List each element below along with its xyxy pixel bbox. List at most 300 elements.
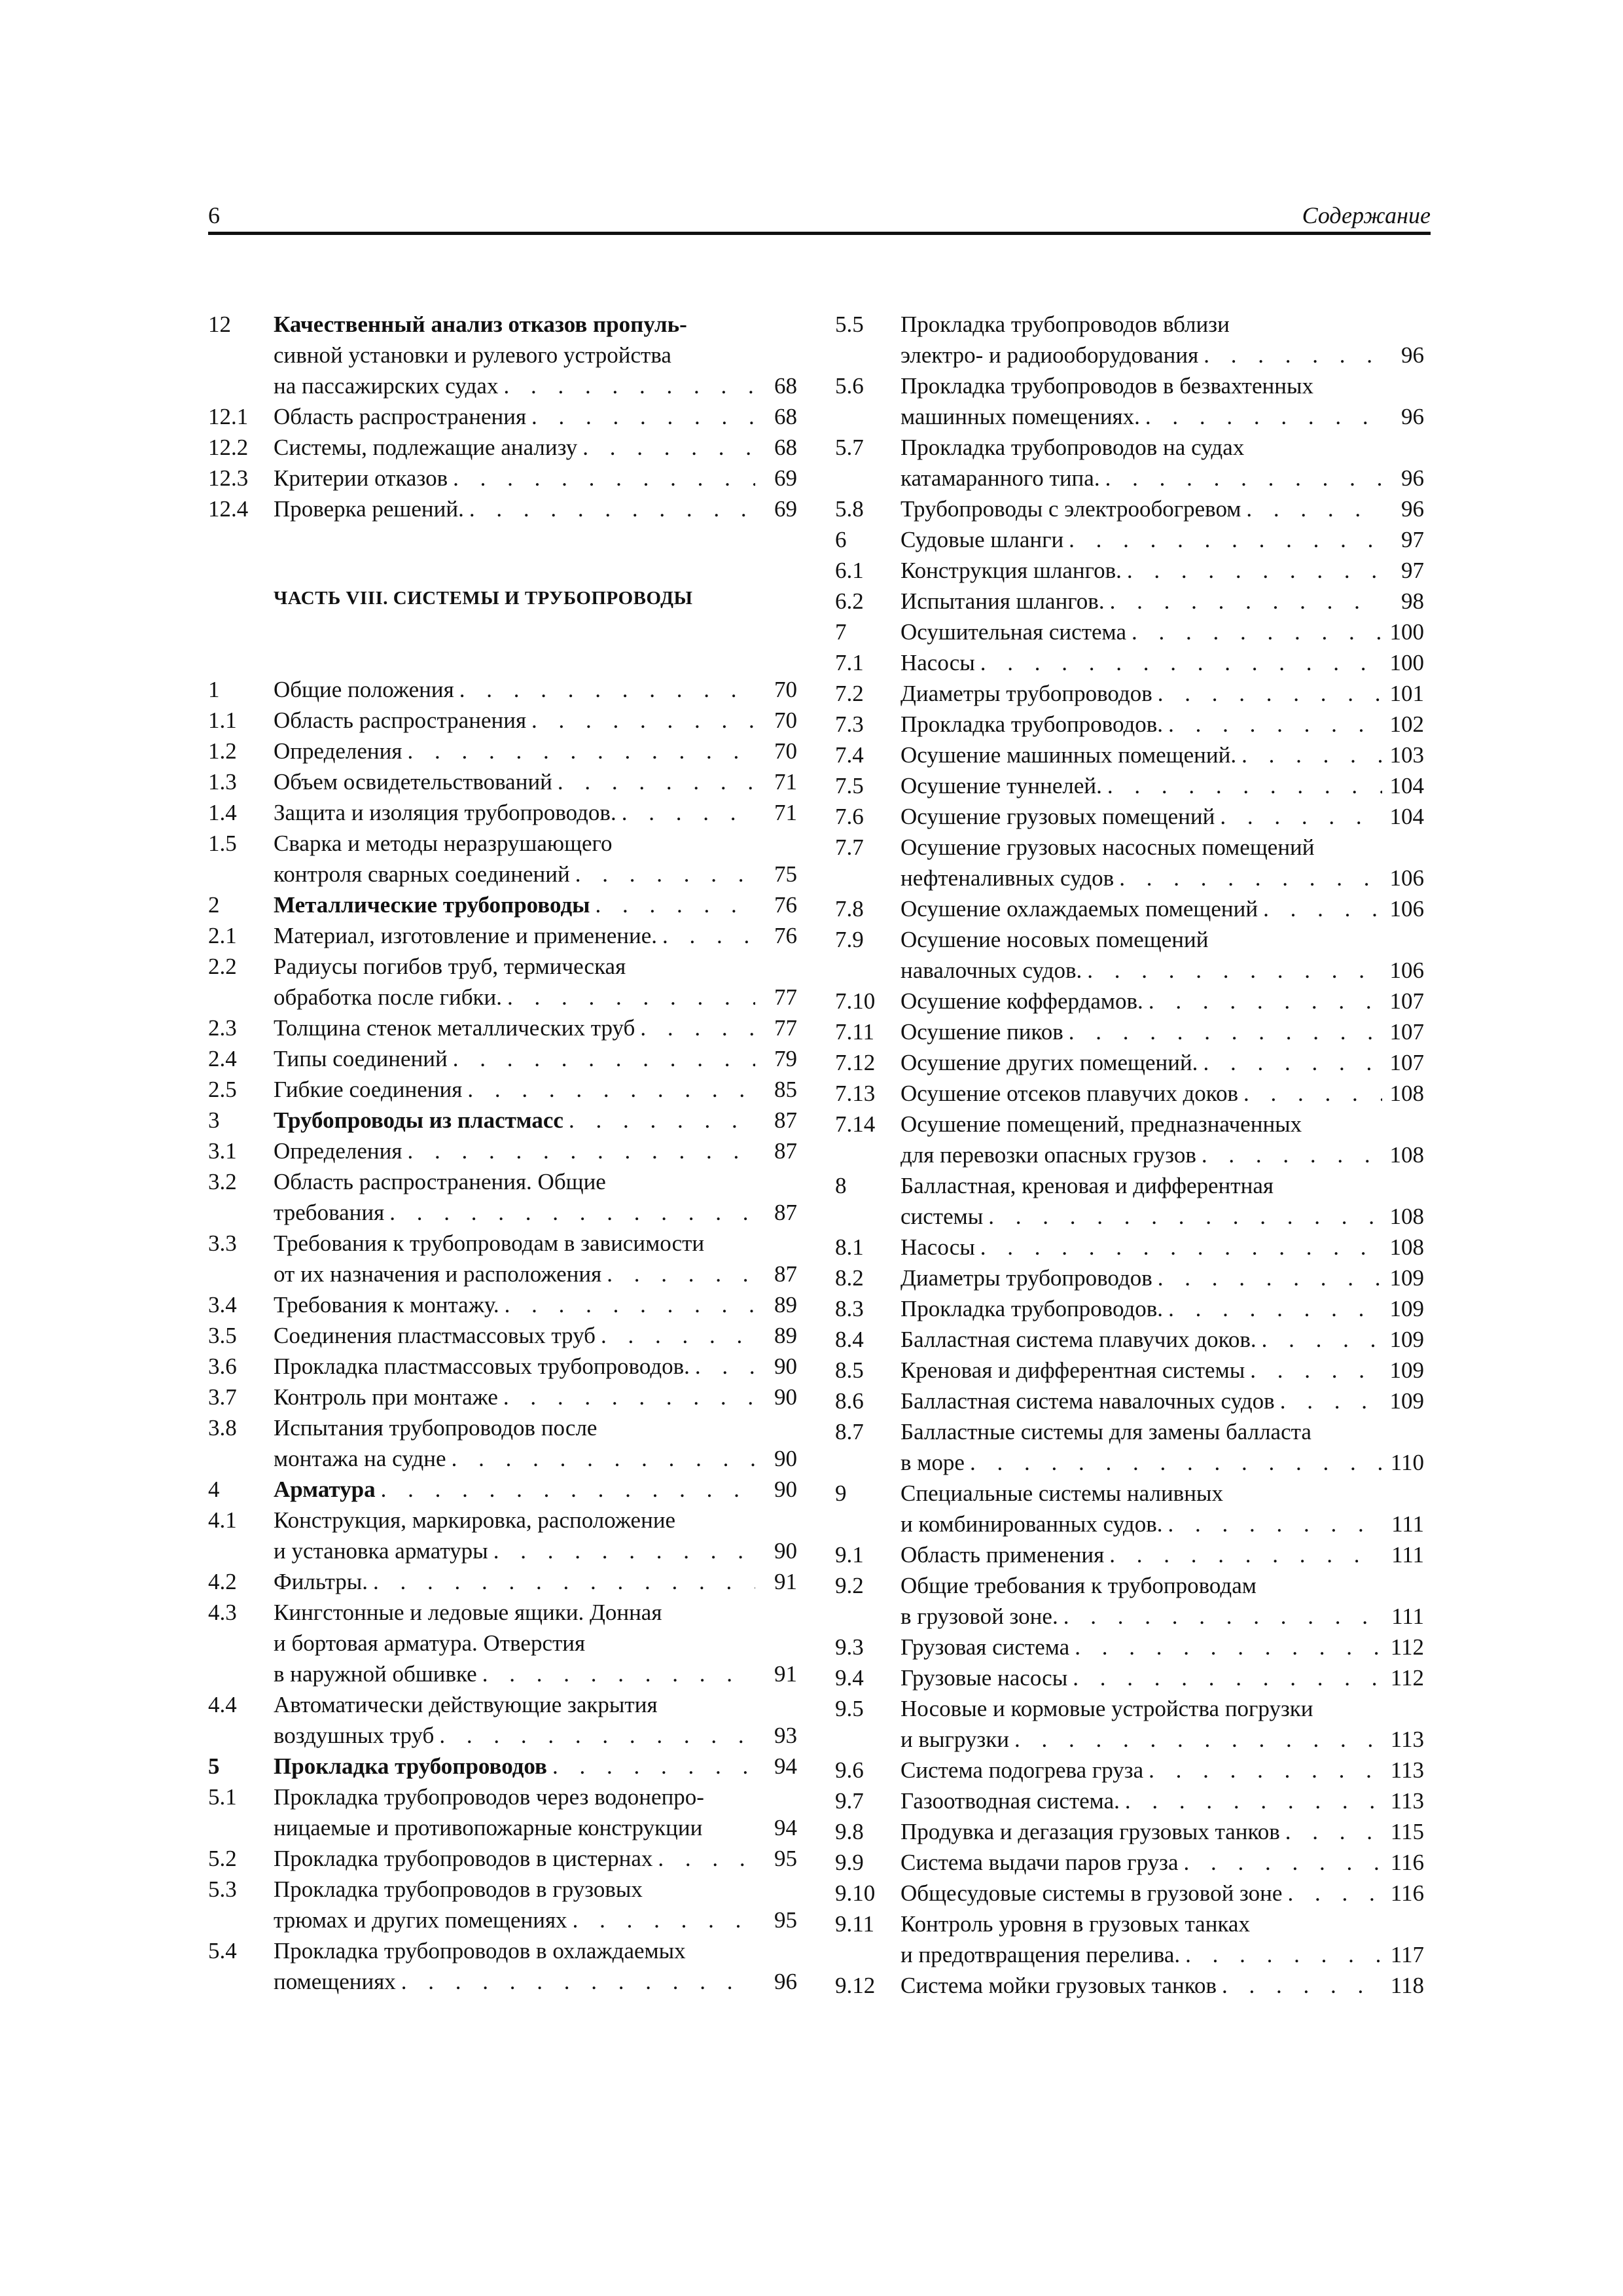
toc-entry-title: Прокладка трубопроводов.: [901, 1296, 1164, 1321]
dot-leader: [652, 1843, 755, 1874]
dot-leader: [499, 1289, 755, 1320]
toc-entry-title: Объем освидетельствований: [274, 769, 552, 795]
toc-entry-title: Продувка и дегазация грузовых танков: [901, 1819, 1280, 1844]
toc-entry-title: Специальные системы наливных: [901, 1480, 1223, 1506]
dot-leader: [1162, 1509, 1382, 1539]
toc-entry-title: Осушение коффердамов.: [901, 988, 1143, 1014]
toc-entry-number: 9.8: [835, 1819, 864, 1844]
dot-leader: [1280, 1816, 1382, 1847]
toc-entry-page: 70: [774, 738, 797, 764]
toc-entry-title: в море: [901, 1450, 965, 1475]
toc-entry-page: 68: [774, 373, 797, 399]
toc-entry-page: 113: [1390, 1788, 1424, 1814]
toc-entry-number: 9.12: [835, 1973, 876, 1998]
toc-entry: [835, 493, 1424, 524]
toc-entry-number: 3.3: [208, 1230, 237, 1256]
dot-leader: [376, 1474, 755, 1505]
toc-entry: [208, 705, 797, 736]
toc-entry-title: Определения: [274, 738, 402, 764]
toc-entry-page: 113: [1390, 1757, 1424, 1783]
toc-entry-page: 109: [1389, 1327, 1424, 1352]
dot-leader: [547, 1751, 755, 1782]
toc-entry-title: навалочных судов.: [901, 958, 1082, 983]
toc-entry: [208, 1382, 797, 1412]
dot-leader: [1196, 1139, 1382, 1170]
toc-entry-title: Общесудовые системы в грузовой зоне: [901, 1880, 1283, 1906]
toc-entry-number: 9: [835, 1480, 847, 1506]
dot-leader: [965, 1447, 1382, 1478]
toc-entry-number: 1.2: [208, 738, 237, 764]
toc-entry-title: Прокладка трубопроводов через водонепро-: [274, 1784, 704, 1810]
toc-entry-page: 112: [1390, 1634, 1424, 1660]
toc-entry-title: системы: [901, 1204, 984, 1229]
dot-leader: [577, 432, 755, 463]
toc-entry-page: 71: [774, 800, 797, 825]
toc-entry-number: 5.8: [835, 496, 864, 522]
toc-entry-title: Защита и изоляция трубопроводов.: [274, 800, 616, 825]
toc-entry-title: Кингстонные и ледовые ящики. Донная: [274, 1600, 662, 1625]
toc-entry-number: 9.1: [835, 1542, 864, 1568]
toc-entry: [208, 1136, 797, 1166]
toc-entry: [835, 1693, 1424, 1755]
toc-entry-page: 116: [1390, 1880, 1424, 1906]
toc-entry-page: 96: [1401, 404, 1424, 429]
toc-entry-page: 90: [774, 1538, 797, 1564]
dot-leader: [502, 982, 755, 1013]
toc-entry-number: 5.7: [835, 435, 864, 460]
toc-entry-page: 87: [774, 1107, 797, 1133]
toc-entry-page: 91: [774, 1569, 797, 1594]
dot-leader: [635, 1013, 755, 1043]
toc-entry-number: 2.2: [208, 954, 237, 979]
dot-leader: [1215, 801, 1382, 832]
toc-entry-title: на пассажирских судах: [274, 373, 499, 399]
dot-leader: [1067, 1662, 1382, 1693]
toc-entry-title: обработка после гибки.: [274, 984, 503, 1010]
toc-entry: [208, 1751, 797, 1782]
toc-entry-title: Соединения пластмассовых труб: [274, 1323, 596, 1348]
dot-leader: [1122, 555, 1382, 586]
toc-entry-page: 96: [1401, 342, 1424, 368]
toc-entry-title: помещениях: [274, 1969, 396, 1994]
toc-entry-title: Осушение машинных помещений.: [901, 742, 1237, 768]
toc-entry-page: 110: [1390, 1450, 1424, 1475]
dot-leader: [1198, 340, 1382, 370]
toc-entry-title: Сварка и методы неразрушающего: [274, 831, 613, 856]
toc-entry-title: Конструкция, маркировка, расположение: [274, 1507, 676, 1533]
toc-entry-title: Осушение грузовых насосных помещений: [901, 834, 1315, 860]
toc-entry-title: Толщина стенок металлических труб: [274, 1015, 635, 1041]
toc-entry-page: 109: [1389, 1357, 1424, 1383]
toc-entry-number: 7.9: [835, 927, 864, 952]
toc-entry: [835, 893, 1424, 924]
toc-entry-number: 8.6: [835, 1388, 864, 1414]
toc-entry-page: 107: [1389, 988, 1424, 1014]
dot-leader: [462, 1074, 755, 1105]
toc-entry-title: Система подогрева груза: [901, 1757, 1144, 1783]
toc-entry-number: 7.8: [835, 896, 864, 922]
toc-entry-title: Область применения: [901, 1542, 1105, 1568]
toc-entry: [835, 1109, 1424, 1170]
toc-left-column: [208, 309, 797, 1997]
toc-entry: [835, 1878, 1424, 1909]
toc-entry-title: Грузовые насосы: [901, 1665, 1068, 1691]
dot-leader: [552, 766, 755, 797]
dot-leader: [477, 1659, 755, 1689]
dot-leader: [1217, 1970, 1382, 2001]
toc-entry-title: Фильтры.: [274, 1569, 368, 1594]
toc-entry: [208, 401, 797, 432]
dot-leader: [1257, 1324, 1382, 1355]
toc-entry-title: и бортовая арматура. Отверстия: [274, 1630, 586, 1656]
toc-entry: [208, 797, 797, 828]
toc-entry-number: 3.8: [208, 1415, 237, 1441]
toc-entry-number: 7.4: [835, 742, 864, 768]
toc-entry-title: и выгрузки: [901, 1727, 1009, 1752]
toc-entry-title: сивной установки и рулевого устройства: [274, 342, 671, 368]
toc-entry-title: Прокладка трубопроводов в безвахтенных: [901, 373, 1313, 399]
toc-entry: [835, 647, 1424, 678]
toc-entry: [208, 1166, 797, 1228]
toc-entry-number: 7.5: [835, 773, 864, 798]
toc-entry-number: 2.1: [208, 923, 237, 948]
toc-entry-title: Осушение носовых помещений: [901, 927, 1209, 952]
toc-entry-page: 90: [774, 1354, 797, 1379]
toc-entry-number: 4.2: [208, 1569, 237, 1594]
dot-leader: [657, 920, 755, 951]
toc-entry: [208, 1013, 797, 1043]
toc-entry-title: Балластные системы для замены балласта: [901, 1419, 1311, 1444]
toc-entry-title: Система мойки грузовых танков: [901, 1973, 1217, 1998]
toc-entry: [835, 740, 1424, 770]
toc-entry-page: 97: [1401, 527, 1424, 552]
toc-entry: [835, 432, 1424, 493]
toc-entry: [208, 1505, 797, 1566]
toc-entry-number: 8.3: [835, 1296, 864, 1321]
toc-entry-title: Носовые и кормовые устройства погрузки: [901, 1696, 1313, 1721]
toc-entry-page: 108: [1389, 1142, 1424, 1168]
dot-leader: [488, 1535, 755, 1566]
toc-entry-number: 1.4: [208, 800, 237, 825]
toc-entry-title: для перевозки опасных грузов: [901, 1142, 1196, 1168]
toc-entry-title: Испытания трубопроводов после: [274, 1415, 597, 1441]
dot-leader: [526, 705, 755, 736]
toc-entry-title: Прокладка трубопроводов вблизи: [901, 312, 1230, 337]
dot-leader: [1063, 524, 1382, 555]
toc-entry-number: 8: [835, 1173, 847, 1198]
toc-entry-number: 5.3: [208, 1876, 237, 1902]
toc-entry-title: Диаметры трубопроводов: [901, 1265, 1152, 1291]
toc-entry-title: и установка арматуры: [274, 1538, 488, 1564]
toc-entry-title: Радиусы погибов труб, термическая: [274, 954, 626, 979]
toc-entry: [208, 889, 797, 920]
toc-entry-number: 5: [208, 1753, 220, 1779]
toc-entry-number: 12.3: [208, 465, 249, 491]
toc-entry: [208, 1105, 797, 1136]
toc-entry-title: Критерии отказов: [274, 465, 448, 491]
toc-entry-number: 8.4: [835, 1327, 864, 1352]
toc-entry-number: 5.1: [208, 1784, 237, 1810]
dot-leader: [1152, 1263, 1382, 1293]
toc-entry-number: 6.1: [835, 558, 864, 583]
dot-leader: [1102, 770, 1382, 801]
toc-entry-number: 7.13: [835, 1081, 876, 1106]
toc-entry-number: 3.4: [208, 1292, 237, 1318]
toc-left-top-entries: [208, 309, 797, 524]
toc-entry-title: ницаемые и противопожарные конструкции: [274, 1815, 703, 1840]
toc-entry: [208, 736, 797, 766]
part-title: ЧАСТЬ VIII. СИСТЕМЫ И ТРУБОПРОВОДЫ: [274, 588, 693, 609]
toc-entry-number: 9.11: [835, 1911, 874, 1937]
toc-entry-page: 87: [774, 1200, 797, 1225]
toc-entry-page: 104: [1389, 804, 1424, 829]
dot-leader: [1198, 1047, 1382, 1078]
toc-entry-page: 98: [1401, 588, 1424, 614]
dot-leader: [567, 1905, 755, 1935]
toc-entry-page: 106: [1389, 958, 1424, 983]
toc-entry: [835, 678, 1424, 709]
dot-leader: [1282, 1878, 1382, 1909]
toc-entry-title: Насосы: [901, 650, 975, 675]
toc-entry: [835, 1293, 1424, 1324]
toc-entry: [208, 1351, 797, 1382]
toc-entry: [835, 1478, 1424, 1539]
toc-entry: [835, 586, 1424, 617]
dot-leader: [616, 797, 755, 828]
dot-leader: [1082, 955, 1382, 986]
toc-entry-title: и предотвращения перелива.: [901, 1942, 1181, 1967]
toc-entry-page: 96: [774, 1969, 797, 1994]
dot-leader: [1114, 863, 1382, 893]
dot-leader: [563, 1105, 755, 1136]
toc-entry-page: 103: [1389, 742, 1424, 768]
dot-leader: [448, 1043, 755, 1074]
dot-leader: [464, 493, 755, 524]
toc-entry: [835, 617, 1424, 647]
toc-entry: [835, 1570, 1424, 1632]
dot-leader: [368, 1566, 755, 1597]
dot-leader: [1069, 1632, 1382, 1662]
toc-entry-page: 100: [1389, 619, 1424, 645]
toc-entry-number: 2.4: [208, 1046, 237, 1071]
toc-entry-title: Испытания шлангов.: [901, 588, 1105, 614]
toc-entry-page: 90: [774, 1446, 797, 1471]
dot-leader: [1143, 986, 1382, 1016]
toc-entry-page: 77: [774, 1015, 797, 1041]
toc-entry-page: 111: [1391, 1511, 1424, 1537]
toc-entry-page: 70: [774, 677, 797, 702]
toc-entry-title: Проверка решений.: [274, 496, 464, 522]
toc-entry: [835, 1170, 1424, 1232]
toc-entry-title: Балластная, креновая и дифферентная: [901, 1173, 1274, 1198]
toc-entry-page: 107: [1389, 1050, 1424, 1075]
toc-entry-page: 87: [774, 1261, 797, 1287]
toc-entry: [208, 1566, 797, 1597]
toc-entry: [835, 1785, 1424, 1816]
toc-entry-number: 2.5: [208, 1077, 237, 1102]
dot-leader: [596, 1320, 755, 1351]
toc-entry: [208, 1074, 797, 1105]
toc-entry: [208, 951, 797, 1013]
toc-entry-title: Диаметры трубопроводов: [901, 681, 1152, 706]
toc-entry-title: Требования к монтажу.: [274, 1292, 499, 1318]
running-title: Содержание: [1302, 202, 1431, 228]
dot-leader: [1126, 617, 1382, 647]
toc-entry-title: Газоотводная система.: [901, 1788, 1120, 1814]
toc-entry-number: 8.5: [835, 1357, 864, 1383]
toc-entry-page: 69: [774, 496, 797, 522]
toc-entry: [835, 1047, 1424, 1078]
toc-entry-page: 95: [774, 1846, 797, 1871]
toc-entry-title: Насосы: [901, 1234, 975, 1260]
dot-leader: [402, 736, 755, 766]
toc-entry-title: Прокладка трубопроводов на судах: [901, 435, 1245, 460]
header-rule: [208, 232, 1431, 235]
toc-entry-page: 75: [774, 861, 797, 887]
toc-entry-title: Гибкие соединения: [274, 1077, 463, 1102]
toc-entry-page: 96: [1401, 465, 1424, 491]
toc-entry-title: Конструкция шлангов.: [901, 558, 1122, 583]
toc-entry-number: 7.6: [835, 804, 864, 829]
toc-entry-title: Балластная система плавучих доков.: [901, 1327, 1257, 1352]
toc-entry: [208, 1843, 797, 1874]
toc-entry-number: 1.1: [208, 708, 237, 733]
toc-entry-page: 68: [774, 435, 797, 460]
toc-entry: [208, 920, 797, 951]
toc-entry: [208, 493, 797, 524]
toc-left-entries: [208, 674, 797, 1997]
toc-entry: [835, 1232, 1424, 1263]
toc-entry: [835, 1539, 1424, 1570]
toc-entry-title: машинных помещениях.: [901, 404, 1140, 429]
toc-entry-number: 7.7: [835, 834, 864, 860]
toc-entry-title: Общие требования к трубопроводам: [901, 1573, 1257, 1598]
toc-entry-title: Осушение помещений, предназначенных: [901, 1111, 1302, 1137]
toc-entry: [208, 1320, 797, 1351]
toc-entry: [835, 1355, 1424, 1386]
toc-entry: [208, 674, 797, 705]
toc-entry-title: Прокладка трубопроводов: [274, 1753, 547, 1779]
toc-entry-number: 2.3: [208, 1015, 237, 1041]
toc-entry-number: 12.2: [208, 435, 249, 460]
dot-leader: [1238, 1078, 1382, 1109]
toc-entry-title: воздушных труб: [274, 1723, 435, 1748]
toc-entry: [208, 1412, 797, 1474]
dot-leader: [1245, 1355, 1382, 1386]
toc-entry-title: Металлические трубопроводы: [274, 892, 590, 918]
toc-entry-page: 109: [1389, 1296, 1424, 1321]
toc-entry-number: 2: [208, 892, 220, 918]
dot-leader: [975, 647, 1382, 678]
dot-leader: [1120, 1785, 1382, 1816]
toc-entry-title: контроля сварных соединений: [274, 861, 570, 887]
toc-entry: [835, 770, 1424, 801]
toc-entry-number: 8.2: [835, 1265, 864, 1291]
toc-entry-number: 4.4: [208, 1692, 237, 1717]
toc-entry: [208, 1289, 797, 1320]
toc-entry-title: и комбинированных судов.: [901, 1511, 1163, 1537]
toc-entry: [835, 1016, 1424, 1047]
toc-entry-title: Осушение пиков: [901, 1019, 1063, 1045]
toc-entry-title: от их назначения и расположения: [274, 1261, 602, 1287]
toc-entry-page: 93: [774, 1723, 797, 1748]
dot-leader: [1143, 1755, 1382, 1785]
toc-entry-number: 3.6: [208, 1354, 237, 1379]
toc-entry: [835, 370, 1424, 432]
toc-entry-number: 7.11: [835, 1019, 874, 1045]
toc-entry: [835, 524, 1424, 555]
toc-entry: [835, 832, 1424, 893]
toc-entry-page: 85: [774, 1077, 797, 1102]
toc-entry: [208, 1597, 797, 1689]
toc-entry: [208, 1874, 797, 1935]
toc-entry: [835, 309, 1424, 370]
toc-entry: [835, 1847, 1424, 1878]
dot-leader: [448, 463, 755, 493]
toc-entry-title: требования: [274, 1200, 385, 1225]
toc-entry-title: Грузовая система: [901, 1634, 1070, 1660]
dot-leader: [402, 1136, 755, 1166]
dot-leader: [396, 1966, 755, 1997]
toc-right-column: [835, 309, 1424, 2001]
toc-entry-number: 12.4: [208, 496, 249, 522]
toc-entry-number: 3: [208, 1107, 220, 1133]
toc-entry-number: 5.6: [835, 373, 864, 399]
toc-entry-title: Область распространения. Общие: [274, 1169, 606, 1194]
toc-entry: [208, 309, 797, 401]
dot-leader: [1163, 709, 1382, 740]
toc-entry-page: 90: [774, 1477, 797, 1502]
toc-entry: [208, 463, 797, 493]
dot-leader: [498, 370, 755, 401]
toc-entry-title: Осушение отсеков плавучих доков: [901, 1081, 1239, 1106]
toc-entry-number: 3.1: [208, 1138, 237, 1164]
toc-entry-title: Трубопроводы из пластмасс: [274, 1107, 563, 1133]
toc-entry-page: 70: [774, 708, 797, 733]
toc-entry: [208, 1474, 797, 1505]
toc-entry-page: 108: [1389, 1234, 1424, 1260]
toc-entry-number: 9.6: [835, 1757, 864, 1783]
toc-entry: [835, 1755, 1424, 1785]
toc-entry-page: 79: [774, 1046, 797, 1071]
toc-entry-number: 3.5: [208, 1323, 237, 1348]
toc-entry-title: Автоматически действующие закрытия: [274, 1692, 658, 1717]
dot-leader: [975, 1232, 1382, 1263]
dot-leader: [1140, 401, 1382, 432]
toc-entry-title: Качественный анализ отказов пропуль-: [274, 312, 687, 337]
dot-leader: [983, 1201, 1382, 1232]
toc-entry-number: 12: [208, 312, 231, 337]
toc-entry-page: 101: [1389, 681, 1424, 706]
toc-entry-title: Балластная система навалочных судов: [901, 1388, 1275, 1414]
toc-right-entries: [835, 309, 1424, 2001]
toc-entry-number: 7.2: [835, 681, 864, 706]
toc-entry-title: Общие положения: [274, 677, 454, 702]
dot-leader: [690, 1351, 755, 1382]
toc-entry-page: 76: [774, 892, 797, 918]
toc-entry: [835, 1078, 1424, 1109]
toc-entry-number: 1: [208, 677, 220, 702]
toc-entry-page: 94: [774, 1753, 797, 1779]
toc-entry-page: 89: [774, 1323, 797, 1348]
toc-entry-title: Прокладка трубопроводов в охлаждаемых: [274, 1938, 686, 1964]
toc-entry-number: 9.3: [835, 1634, 864, 1660]
toc-entry-number: 9.10: [835, 1880, 876, 1906]
toc-entry-number: 3.7: [208, 1384, 237, 1410]
dot-leader: [434, 1720, 755, 1751]
dot-leader: [1241, 493, 1382, 524]
toc-entry-title: Прокладка пластмассовых трубопроводов.: [274, 1354, 690, 1379]
